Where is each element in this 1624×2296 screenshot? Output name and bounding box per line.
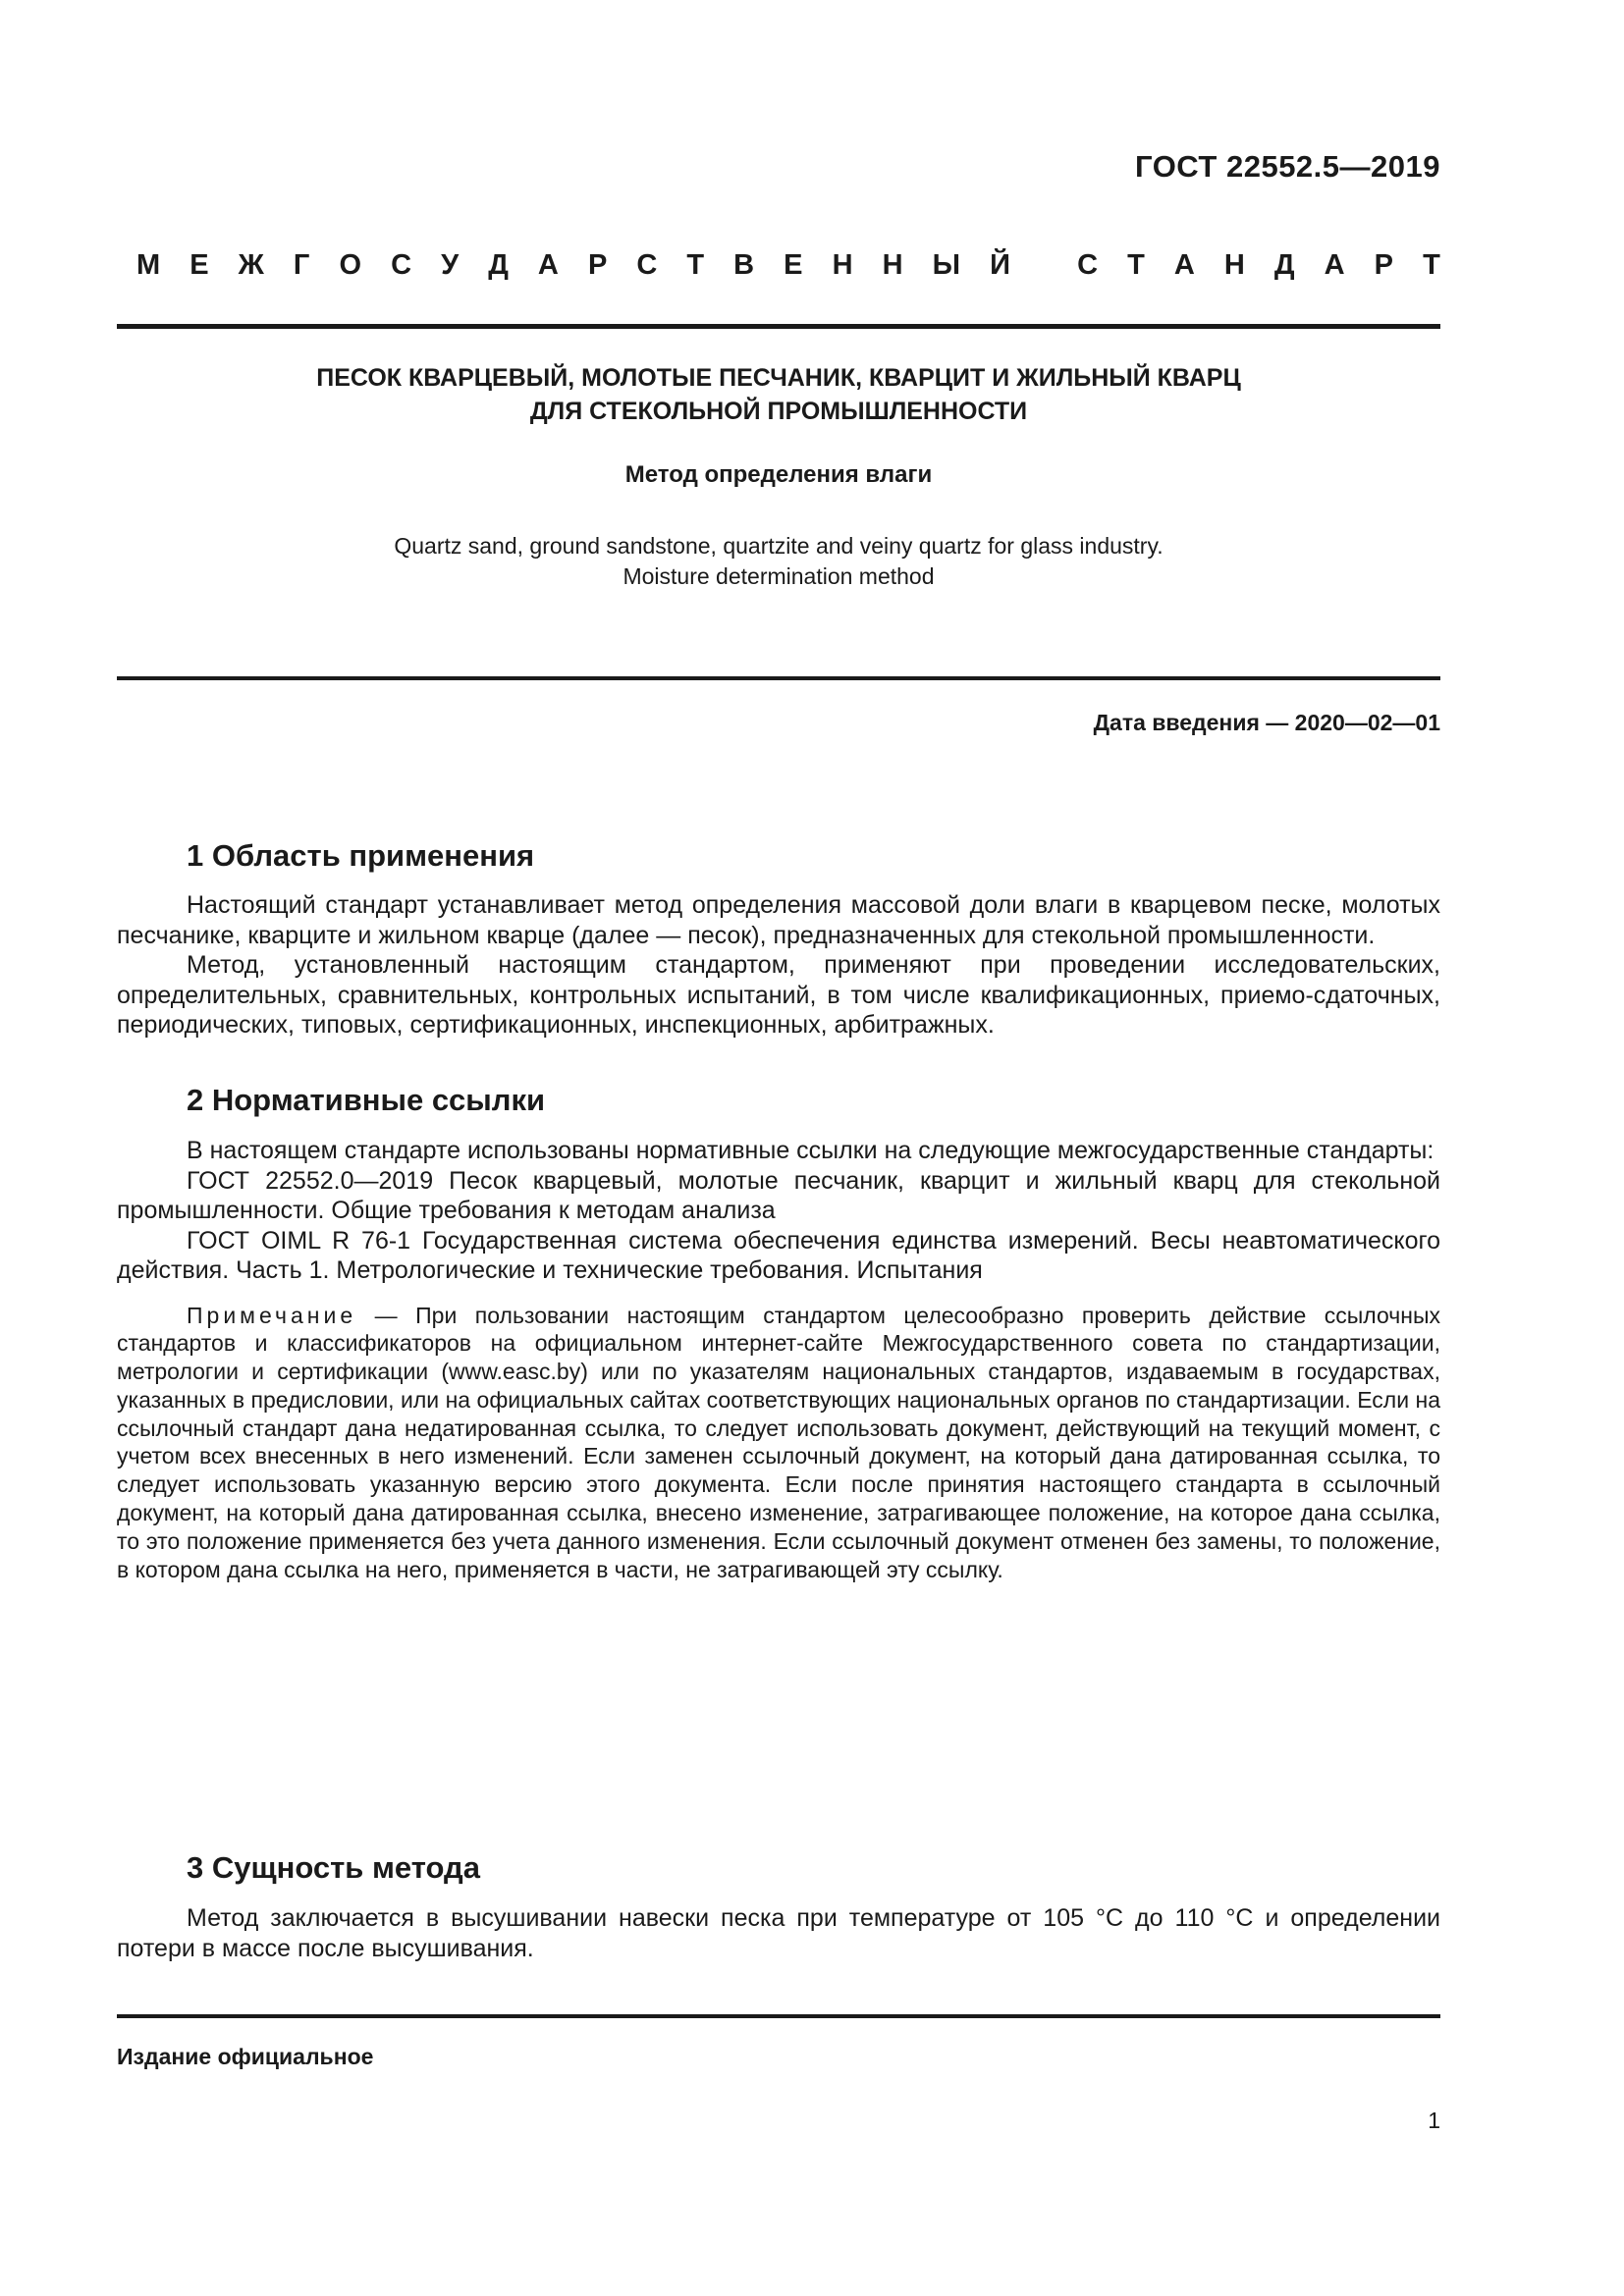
standard-type-letter — [1040, 249, 1048, 282]
standard-type-letter: Р — [1374, 249, 1394, 281]
paragraph: В настоящем стандарте использованы нормативные ссылки на следующие межгосударственные стандарты: — [187, 1137, 1435, 1164]
document-code: ГОСТ 22552.5—2019 — [1135, 149, 1440, 184]
russian-subtitle: Метод определения влаги — [624, 461, 933, 488]
standard-type-letter: С — [391, 249, 412, 281]
russian-title-line-2: ДЛЯ СТЕКОЛЬНОЙ ПРОМЫШЛЕННОСТИ — [529, 398, 1028, 425]
standard-type-letter: Д — [1273, 249, 1295, 281]
document-page — [117, 0, 1440, 2296]
standard-type-letter: Е — [784, 249, 803, 281]
standard-type-letter: А — [537, 249, 559, 281]
standard-type-heading — [136, 249, 1440, 282]
standard-type-letter: Н — [1223, 249, 1245, 281]
note — [117, 1302, 1440, 1584]
paragraph: Настоящий стандарт устанавливает метод определения массовой доли влаги в кварцевом песке, молотых песчанике, кварците и жильном кварце (далее — песок), предназначенных для стекольной промышленности. — [117, 891, 1440, 949]
standard-type-letter: Г — [293, 249, 310, 281]
standard-type-letter: Т — [1423, 249, 1440, 281]
introduction-date: Дата введения — 2020—02—01 — [1093, 710, 1440, 735]
title-divider — [117, 676, 1440, 680]
standard-type-letter: Т — [686, 249, 705, 281]
paragraph: Метод, установленный настоящим стандартом, применяют при проведении исследовательских, определительных, сравнительных, контрольных испытаний, в том числе квалификационных, приемо-сдаточных, периодических, типовых, сертификационных, инспекционных, арбитражных. — [117, 951, 1440, 1039]
section-heading: 1 Область применения — [187, 838, 535, 873]
header-divider — [117, 324, 1440, 329]
standard-type-letter: Д — [488, 249, 509, 281]
standard-type-letter: Ж — [238, 249, 264, 281]
standard-type-letter: Н — [832, 249, 853, 281]
standard-type-letter: А — [1173, 249, 1195, 281]
section-heading: 3 Сущность метода — [187, 1850, 480, 1885]
standard-type-letter: В — [733, 249, 755, 281]
note-text: — При пользовании настоящим стандартом целесообразно проверить действие ссылочных стандартов и классификаторов на официальном интернет-сайте Межгосударственного совета по стандартизации, метрологии и сертификации (www.easc.by) или по указателям национальных стандартов, издаваемым в государствах, указанных в предисловии, или на официальных сайтах соответствующих национальных органов по стандартизации. Если на ссылочный стандарт дана недатированная ссылка, то следует использовать документ, действующий на текущий момент, с учетом всех внесенных в него изменений. Если заменен ссылочный документ, на который дана датированная ссылка, то следует использовать указанную версию этого документа. Если после принятия настоящего стандарта в ссылочный документ, на который дана датированная ссылка, внесено изменение, затрагивающее положение, на которое дана ссылка, то это положение применяется без учета данного изменения. Если ссылочный документ отменен без замены, то положение, в котором дана ссылка на него, применяется в части, не затрагивающей эту ссылку. — [117, 1302, 1440, 1582]
standard-type-letter: Т — [1127, 249, 1145, 281]
standard-type-letter: У — [441, 249, 460, 281]
standard-type-letter: С — [1077, 249, 1099, 281]
russian-title — [117, 361, 1440, 428]
section-normative-references — [117, 1081, 1440, 1583]
standard-type-letter: Е — [189, 249, 209, 281]
standard-type-letter: Ы — [932, 249, 960, 281]
standard-type-letter: А — [1324, 249, 1345, 281]
standard-type-letter: Й — [990, 249, 1010, 281]
paragraph: Метод заключается в высушивании навески песка при температуре от 105 °C до 110 °C и определении потери в массе после высушивания. — [117, 1904, 1440, 1962]
section-heading: 2 Нормативные ссылки — [187, 1083, 546, 1117]
english-title — [117, 531, 1440, 592]
note-label: Примечание — [187, 1302, 357, 1328]
reference-item: ГОСТ OIML R 76-1 Государственная система обеспечения единства измерений. Весы неавтоматического действия. Часть 1. Метрологические и технические требования. Испытания — [117, 1226, 1440, 1284]
footer-divider — [117, 2014, 1440, 2018]
reference-item: ГОСТ 22552.0—2019 Песок кварцевый, молотые песчаник, кварцит и жильный кварц для стекольной промышленности. Общие требования к методам анализа — [117, 1166, 1440, 1224]
section-method-essence — [117, 1848, 1440, 1963]
standard-type-letter: М — [136, 249, 161, 281]
standard-type-letter: Н — [882, 249, 903, 281]
standard-type-letter: О — [339, 249, 361, 281]
standard-type-letter: С — [636, 249, 658, 281]
standard-type-letter: Р — [587, 249, 608, 281]
section-scope — [117, 836, 1440, 1041]
english-title-line-1: Quartz sand, ground sandstone, quartzite and veiny quartz for glass industry. — [394, 533, 1164, 559]
page-number: 1 — [1428, 2108, 1440, 2133]
english-title-line-2: Moisture determination method — [623, 563, 935, 589]
edition-label: Издание официальное — [117, 2044, 374, 2069]
russian-title-line-1: ПЕСОК КВАРЦЕВЫЙ, МОЛОТЫЕ ПЕСЧАНИК, КВАРЦИТ И ЖИЛЬНЫЙ КВАРЦ — [316, 364, 1241, 392]
